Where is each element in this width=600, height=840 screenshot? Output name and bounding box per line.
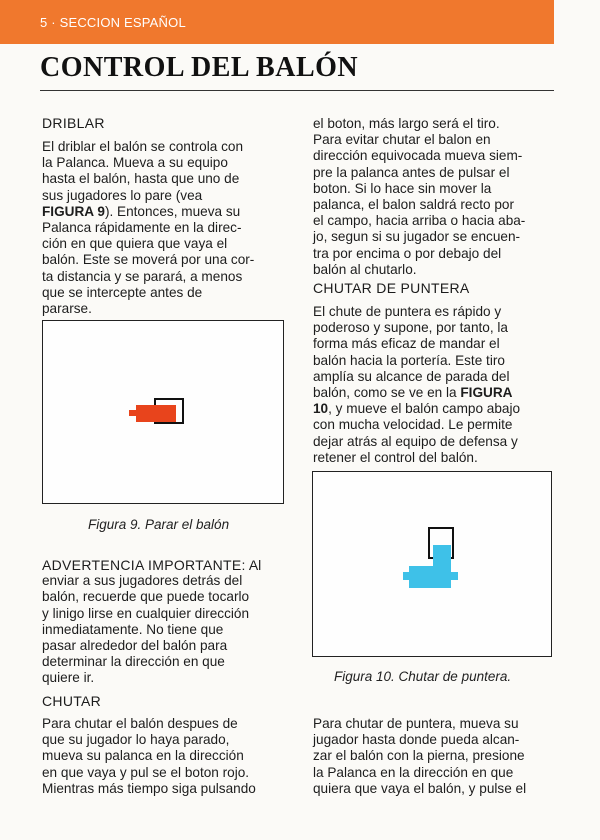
text-line: quiere ir. [42, 670, 95, 686]
text-line: balón. Este se moverá por una cor- [42, 252, 255, 268]
text-line: El chute de puntera es rápido y [313, 304, 502, 319]
text-line: inmediatamente. No tiene que [42, 621, 224, 637]
text-line: sus jugadores lo pare (vea [42, 187, 203, 203]
text-line: enviar a sus jugadores detrás del [42, 573, 243, 589]
text-line: balón hacia la portería. Este tiro [313, 352, 505, 368]
text-line: El driblar el balón se controla con [42, 139, 243, 154]
title-divider [40, 90, 554, 91]
section-label: 5 · SECCION ESPAÑOL [40, 15, 186, 30]
text-line: pararse. [42, 301, 92, 317]
text-line: que su jugador lo haya parado, [42, 732, 230, 748]
figure-9-frame [42, 320, 284, 504]
heading-dribble: DRIBLAR [42, 115, 105, 131]
paragraph-dribble [42, 139, 254, 317]
text-line: pasar alrededor del balón para [42, 638, 228, 654]
text-line: amplía su alcance de parada del [313, 368, 510, 384]
text-line [313, 401, 520, 417]
text-line: jo, segun si su jugador se encuen- [313, 229, 521, 245]
player-red-icon [136, 405, 176, 422]
text-line: poderoso y supone, por tanto, la [313, 320, 508, 336]
text-line: Para chutar de puntera, mueva su [313, 716, 519, 731]
text-line: y linigo lirse en cualquier dirección [42, 605, 250, 621]
text-line: Para evitar chutar el balon en [313, 132, 491, 148]
text-line: con mucha velocidad. Le permite [313, 417, 513, 433]
text-line: Mientras más tiempo siga pulsando [42, 780, 256, 796]
heading-shoot: CHUTAR [42, 693, 102, 709]
figure-10-frame [312, 471, 552, 657]
text-line: balón al chutarlo. [313, 261, 417, 277]
player-cyan-legs-icon [409, 566, 451, 588]
text-fragment: , y mueve el balón campo abajo [328, 401, 521, 417]
paragraph-warning [42, 557, 261, 687]
text-line: dirección equivocada mueva siem- [313, 148, 523, 164]
text-line: el boton, más largo será el tiro. [313, 116, 500, 131]
text-line: la Palanca. Mueva a su equipo [42, 155, 228, 171]
text-fragment: ). Entonces, mueva su [104, 203, 241, 219]
figure-10-caption: Figura 10. Chutar de puntera. [334, 669, 512, 684]
figure-reference: 10 [313, 401, 329, 417]
text-line: palanca, el balon saldrá recto por [313, 197, 515, 213]
text-line: que se intercepte antes de [42, 284, 203, 300]
text-line: tra por encima o por debajo del [313, 245, 502, 261]
text-line: determinar la dirección en que [42, 654, 225, 670]
heading-toe-kick: CHUTAR DE PUNTERA [313, 280, 470, 296]
text-line: zar el balón con la pierna, presione [313, 748, 525, 764]
paragraph-shoot-continued [313, 116, 525, 278]
figure-reference: FIGURA 9 [42, 203, 105, 219]
text-line: Para chutar el balón despues de [42, 716, 238, 731]
text-line: Palanca rápidamente en la direc- [42, 220, 242, 236]
paragraph-toe-kick [313, 304, 520, 466]
text-line: mueva su palanca en la dirección [42, 748, 244, 764]
player-cyan-right-foot-icon [450, 572, 458, 580]
text-line: ción en que quiera que vaya el [42, 236, 228, 252]
text-line: el campo, hacia arriba o hacia aba- [313, 213, 526, 229]
text-line: retener el control del balón. [313, 449, 478, 465]
text-fragment: Al [245, 557, 262, 573]
paragraph-toe-kick-continued [313, 716, 526, 797]
player-cyan-left-foot-icon [403, 572, 411, 580]
text-line: ta distancia y se parará, a menos [42, 268, 243, 284]
text-line: la Palanca en la dirección en que [313, 764, 514, 780]
figure-9-illustration [43, 321, 283, 503]
figure-reference: FIGURA [460, 385, 513, 401]
text-line: dejar atrás al equipo de defensa y [313, 433, 518, 449]
figure-9-caption: Figura 9. Parar el balón [88, 517, 230, 532]
text-fragment: balón, como se ve en la [313, 385, 461, 401]
player-red-foot-icon [129, 410, 137, 416]
text-line: hasta el balón, hasta que uno de [42, 171, 240, 187]
section-header-bar [0, 0, 554, 44]
text-line: forma más eficaz de mandar el [313, 336, 500, 352]
text-line: quiera que vaya el balón, y pulse el [313, 780, 527, 796]
text-line: pre la palanca antes de pulsar el [313, 164, 510, 180]
paragraph-shoot [42, 716, 256, 797]
text-line: en que vaya y pul se el boton rojo. [42, 764, 250, 780]
text-line: jugador hasta donde pueda alcan- [313, 732, 520, 748]
text-line [42, 204, 254, 220]
text-line: balón, recuerde que puede tocarlo [42, 589, 250, 605]
page-title: CONTROL DEL BALÓN [40, 52, 359, 83]
warning-label: ADVERTENCIA IMPORTANTE: [42, 557, 246, 573]
text-line: boton. Si lo hace sin mover la [313, 180, 492, 196]
text-line [313, 385, 520, 401]
text-line [42, 557, 261, 573]
figure-10-illustration [313, 472, 551, 656]
